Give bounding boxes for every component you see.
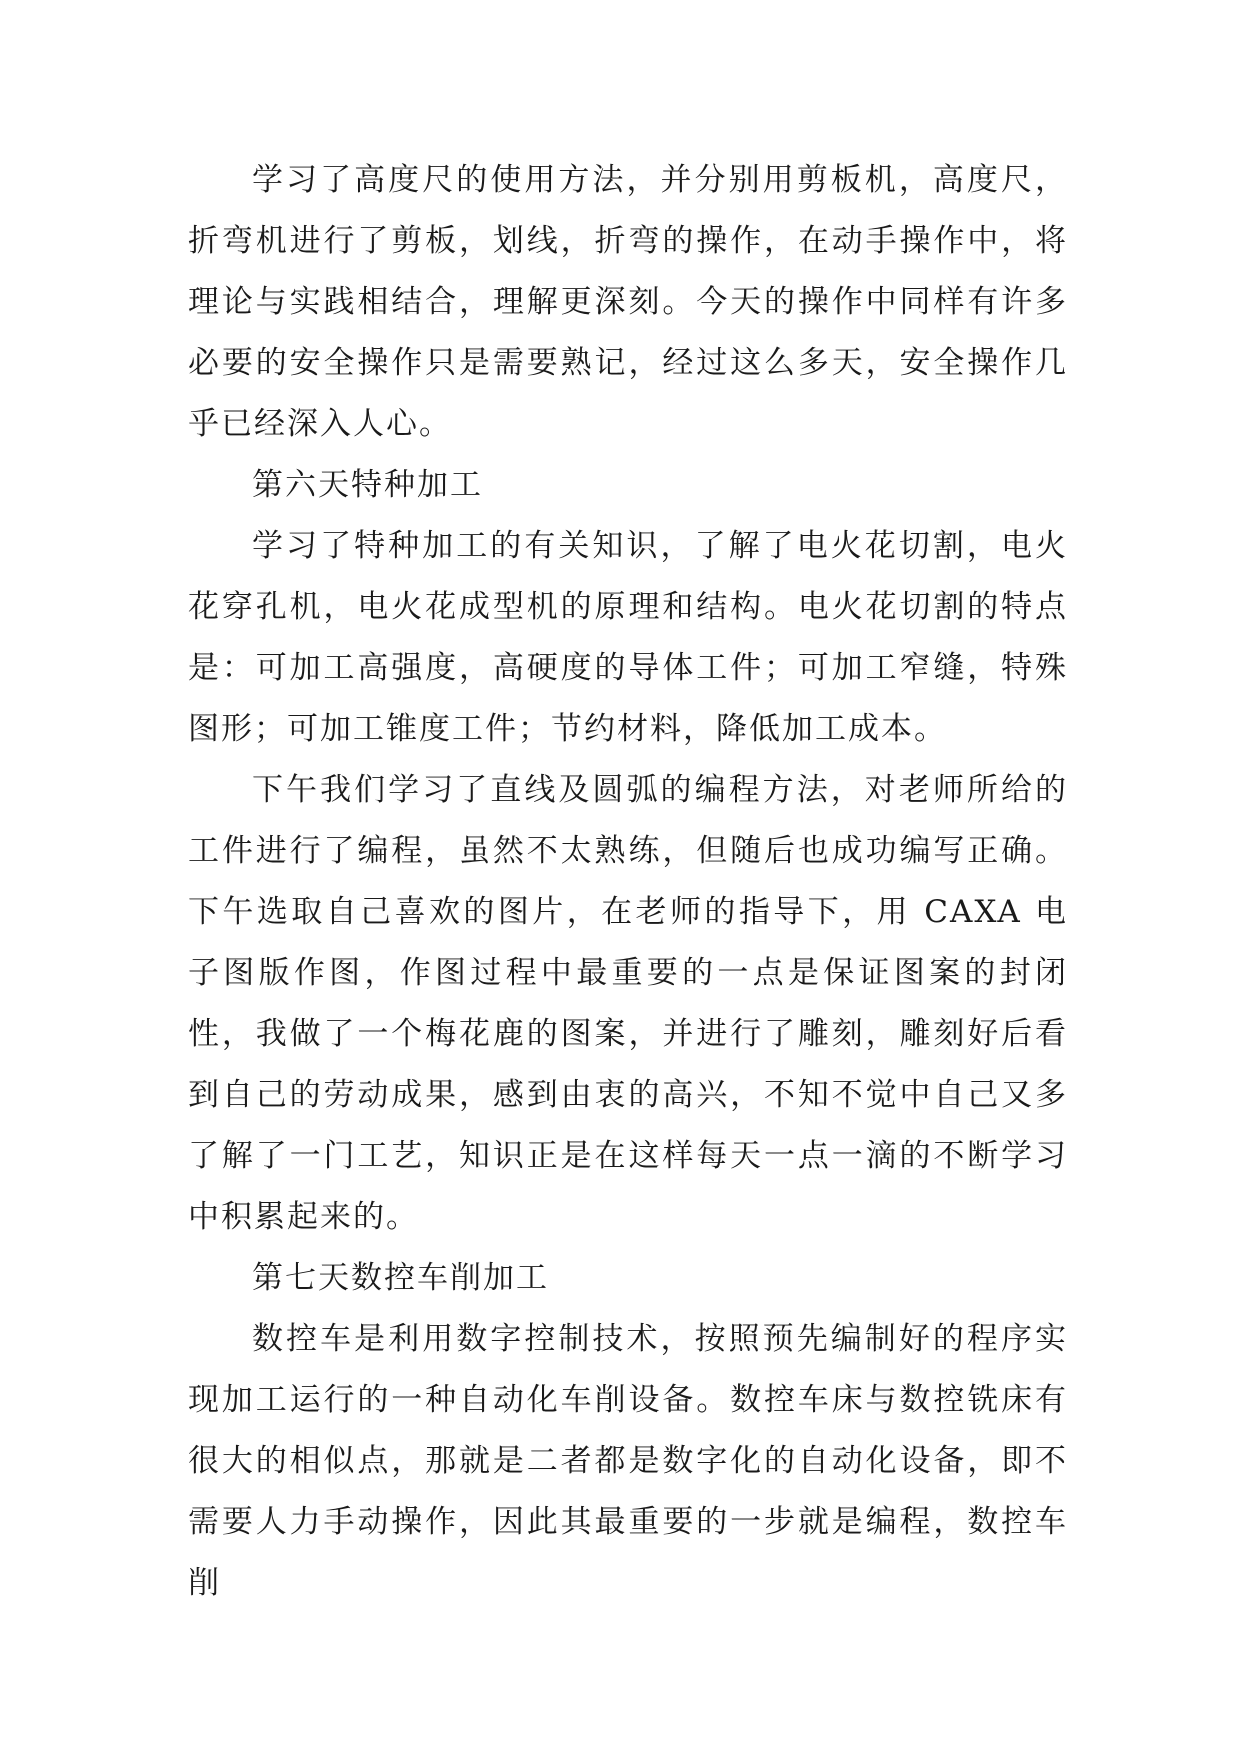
paragraph-special-machining: 学习了特种加工的有关知识，了解了电火花切割，电火花穿孔机，电火花成型机的原理和结构。电火花切割的特点是：可加工高强度，高硬度的导体工件；可加工窄缝，特殊图形；可加工锥度工件；节约材料，降低加工成本。: [188, 528, 1068, 747]
document-body: [188, 150, 1068, 1614]
section-heading-day-six: 第六天特种加工: [252, 467, 483, 503]
paragraph-cnc-turning: 数控车是利用数字控制技术，按照预先编制好的程序实现加工运行的一种自动化车削设备。数控车床与数控铣床有很大的相似点，那就是二者都是数字化的自动化设备，即不需要人力手动操作，因此其最重要的一步就是编程，数控车削: [188, 1321, 1068, 1601]
paragraph-height-gauge: 学习了高度尺的使用方法，并分别用剪板机，高度尺，折弯机进行了剪板，划线，折弯的操作，在动手操作中，将理论与实践相结合，理解更深刻。今天的操作中同样有许多必要的安全操作只是需要熟记，经过这么多天，安全操作几乎已经深入人心。: [188, 162, 1068, 442]
paragraph-programming-caxa: 下午我们学习了直线及圆弧的编程方法，对老师所给的工件进行了编程，虽然不太熟练，但随后也成功编写正确。下午选取自己喜欢的图片，在老师的指导下，用 CAXA 电子图版作图，作图过程中最重要的一点是保证图案的封闭性，我做了一个梅花鹿的图案，并进行了雕刻，雕刻好后看到自己的劳动成果，感到由衷的高兴，不知不觉中自己又多了解了一门工艺，知识正是在这样每天一点一滴的不断学习中积累起来的。: [188, 772, 1068, 1235]
section-heading-day-seven: 第七天数控车削加工: [252, 1260, 549, 1296]
